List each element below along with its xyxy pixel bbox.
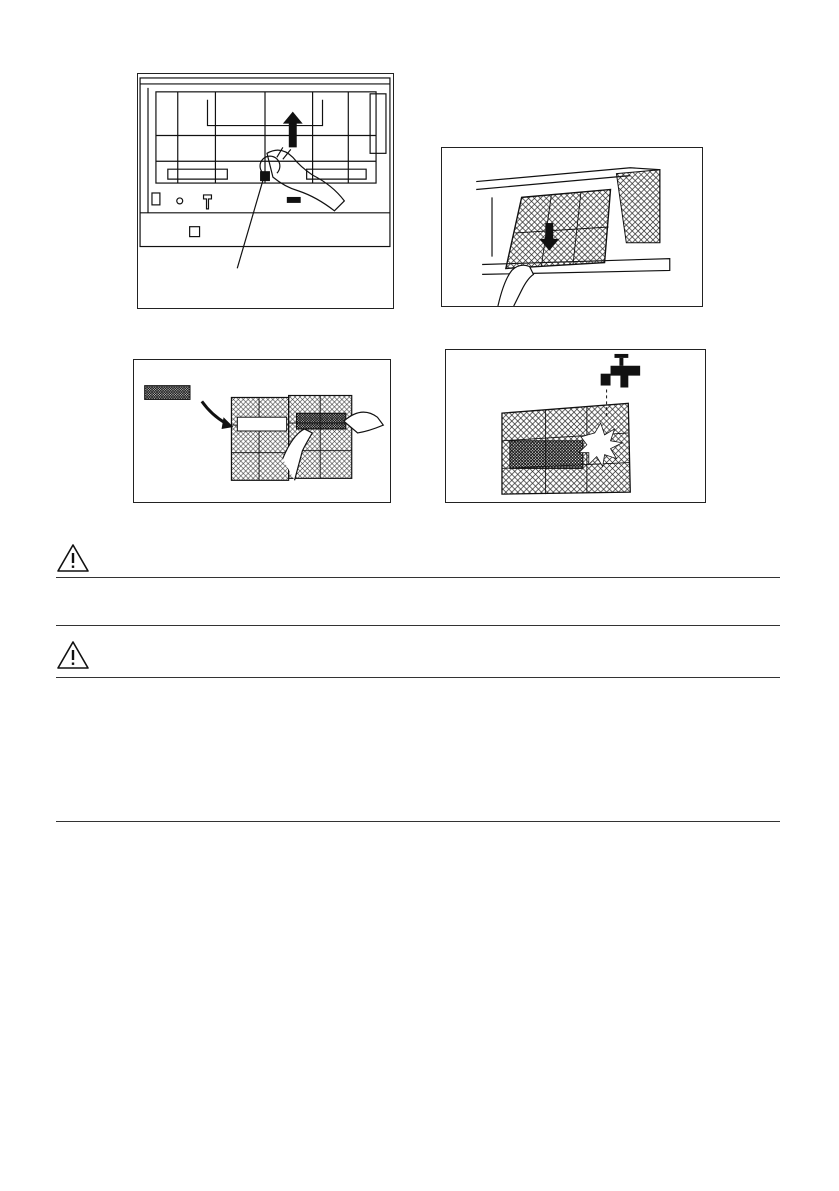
- filter-pull-down-illustration: [442, 148, 702, 306]
- filter-wash-under-tap-illustration: [446, 350, 705, 502]
- filter-separate-illustration: [134, 360, 390, 502]
- figure-filter-pull-down: [441, 147, 703, 307]
- figure-filter-wash: [445, 349, 706, 503]
- section-divider: [56, 821, 780, 822]
- figure-filter-lift-up: [137, 73, 394, 309]
- section-divider: [56, 677, 780, 678]
- section-divider: [56, 625, 780, 626]
- filter-lift-up-illustration: [138, 74, 393, 308]
- tap-icon: [601, 354, 640, 388]
- warning-triangle-icon: [56, 640, 90, 670]
- figure-filter-separate: [133, 359, 391, 503]
- warning-triangle-icon: [56, 543, 90, 573]
- section-divider: [56, 577, 780, 578]
